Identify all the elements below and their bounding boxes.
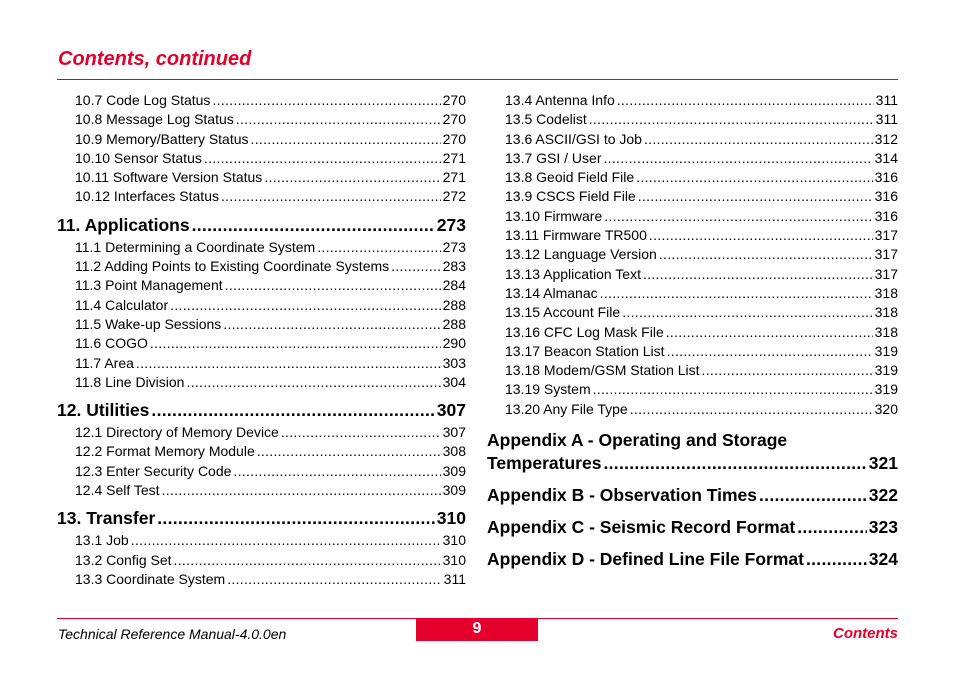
leader-dots: [759, 484, 867, 507]
toc-subsection-entry[interactable]: [487, 245, 898, 264]
toc-appendix-label: Appendix C - Seismic Record Format: [487, 517, 796, 538]
toc-section-entry[interactable]: [57, 213, 466, 238]
toc-page-number: 322: [868, 485, 898, 506]
toc-subsection-entry[interactable]: [487, 284, 898, 303]
toc-entry-label: 10.12 Interfaces Status: [75, 188, 219, 205]
toc-entry-label: 13.19 System: [505, 381, 591, 398]
leader-dots: [649, 226, 873, 245]
toc-subsection-entry[interactable]: [57, 168, 466, 187]
leader-dots: [236, 110, 441, 129]
toc-section-entry[interactable]: [57, 506, 466, 531]
toc-entry-label: 12.1 Directory of Memory Device: [75, 424, 279, 441]
toc-entry-label: 11.1 Determining a Coordinate System: [75, 238, 316, 255]
toc-left-column: [57, 91, 466, 589]
toc-page-number: 303: [442, 354, 466, 371]
toc-right-column: [487, 91, 898, 571]
leader-dots: [251, 130, 441, 149]
leader-dots: [603, 452, 866, 475]
toc-entry-label: 13.7 GSI / User: [505, 149, 602, 166]
toc-page-number: 319: [874, 342, 898, 359]
toc-page-number: 317: [874, 265, 898, 282]
toc-subsection-entry[interactable]: [487, 265, 898, 284]
toc-subsection-list: [487, 91, 898, 419]
toc-subsection-entry[interactable]: [57, 276, 466, 295]
toc-page-number: 310: [442, 551, 466, 568]
toc-page-number: 270: [442, 92, 466, 108]
toc-page-number: 316: [874, 188, 898, 205]
leader-dots: [170, 296, 441, 315]
toc-entry-label: 13.9 CSCS Field File: [505, 188, 636, 205]
toc-page-number: 311: [875, 111, 898, 128]
toc-subsection-entry[interactable]: [487, 168, 898, 187]
toc-entry-label: 11. Applications: [57, 214, 190, 235]
toc-entry-label: 13. Transfer: [57, 508, 156, 529]
toc-appendix-label: Appendix D - Defined Line File Format: [487, 549, 804, 570]
footer-manual-title: Technical Reference Manual-4.0.0en: [58, 626, 287, 642]
toc-entry-label: 13.8 Geoid Field File: [505, 169, 635, 186]
toc-entry-label: 11.3 Point Management: [75, 277, 223, 294]
toc-page-number: 320: [874, 400, 898, 417]
toc-entry-label: 10.8 Message Log Status: [75, 111, 234, 128]
toc-entry-label: 13.18 Modem/GSM Station List: [505, 362, 700, 379]
toc-subsection-entry[interactable]: [57, 570, 466, 589]
leader-dots: [617, 91, 874, 110]
toc-page-number: 283: [442, 258, 466, 275]
toc-entry-label: 13.17 Beacon Station List: [505, 342, 665, 359]
toc-page-number: 318: [874, 304, 898, 321]
leader-dots: [667, 342, 873, 361]
toc-subsection-entry[interactable]: [57, 149, 466, 168]
toc-entry-label: 12. Utilities: [57, 400, 150, 421]
toc-subsection-entry[interactable]: [487, 207, 898, 226]
toc-page-number: 321: [868, 453, 898, 474]
toc-entry-label: 11.5 Wake-up Sessions: [75, 315, 222, 332]
toc-page-number: 270: [442, 111, 466, 128]
toc-appendix-c[interactable]: [487, 516, 898, 539]
toc-page-number: 310: [436, 508, 466, 529]
toc-entry-label: 12.3 Enter Security Code: [75, 462, 232, 479]
toc-subsection-entry[interactable]: [487, 342, 898, 361]
toc-page-number: 270: [442, 130, 466, 147]
toc-entry-label: 13.2 Config Set: [75, 551, 172, 568]
toc-page-number: 316: [874, 169, 898, 186]
toc-page-number: 284: [442, 277, 466, 294]
toc-appendix-label: Appendix B - Observation Times: [487, 485, 758, 506]
toc-page-number: 309: [442, 482, 466, 499]
toc-entry-label: 11.6 COGO: [75, 335, 148, 352]
toc-page-number: 319: [874, 381, 898, 398]
footer-section-name: Contents: [833, 625, 898, 642]
leader-dots: [630, 400, 873, 419]
toc-subsection-entry[interactable]: [487, 110, 898, 129]
leader-dots: [797, 516, 867, 539]
toc-subsection-entry[interactable]: [57, 296, 466, 315]
toc-page-number: 312: [874, 130, 898, 147]
leader-dots: [666, 323, 873, 342]
toc-page-number: 304: [442, 373, 466, 390]
toc-entry-label: 11.2 Adding Points to Existing Coordinate Systems: [75, 258, 390, 275]
toc-subsection-entry[interactable]: [57, 373, 466, 392]
leader-dots: [391, 257, 441, 276]
leader-dots: [644, 130, 873, 149]
leader-dots: [221, 187, 441, 206]
toc-page-number: 311: [875, 92, 898, 108]
toc-entry-label: 13.6 ASCII/GSI to Job: [505, 130, 642, 147]
toc-subsection-entry[interactable]: [57, 423, 466, 442]
toc-entry-label: 13.16 CFC Log Mask File: [505, 323, 664, 340]
leader-dots: [604, 207, 872, 226]
toc-entry-label: 12.4 Self Test: [75, 482, 160, 499]
toc-subsection-entry[interactable]: [57, 91, 466, 110]
toc-subsection-entry[interactable]: [487, 380, 898, 399]
toc-entry-label: 13.14 Almanac: [505, 284, 598, 301]
toc-appendix-d[interactable]: [487, 548, 898, 571]
toc-entry-label: 13.20 Any File Type: [505, 400, 628, 417]
toc-entry-label: 10.11 Software Version Status: [75, 169, 263, 186]
toc-subsection-entry[interactable]: [57, 187, 466, 206]
toc-subsection-entry[interactable]: [57, 481, 466, 500]
toc-entry-label: 13.15 Account File: [505, 304, 621, 321]
toc-appendix-a-title[interactable]: [487, 429, 898, 452]
leader-dots: [212, 91, 440, 110]
toc-page-number: 324: [868, 549, 898, 570]
toc-entry-label: 13.5 Codelist: [505, 111, 587, 128]
toc-subsection-entry[interactable]: [57, 442, 466, 461]
toc-page-number: 316: [874, 207, 898, 224]
leader-dots: [806, 548, 867, 571]
leader-dots: [593, 380, 873, 399]
leader-dots: [643, 265, 873, 284]
toc-page-number: 311: [443, 570, 466, 587]
leader-dots: [192, 213, 435, 238]
toc-page-number: 271: [442, 149, 466, 166]
toc-appendix-a-label-line1: Appendix A - Operating and Storage: [487, 430, 788, 451]
leader-dots: [186, 373, 440, 392]
leader-dots: [622, 303, 872, 322]
toc-page-number: 272: [442, 188, 466, 205]
toc-subsection-entry[interactable]: [57, 110, 466, 129]
toc-subsection-entry[interactable]: [487, 91, 898, 110]
toc-subsection-entry[interactable]: [487, 187, 898, 206]
toc-entry-label: 10.7 Code Log Status: [75, 92, 211, 108]
leader-dots: [227, 570, 441, 589]
toc-page-number: 323: [868, 517, 898, 538]
toc-page-number: 288: [442, 296, 466, 313]
toc-entry-label: 13.11 Firmware TR500: [505, 227, 647, 244]
toc-entry-label: 11.4 Calculator: [75, 296, 169, 313]
toc-subsection-entry[interactable]: [487, 323, 898, 342]
toc-page-number: 273: [436, 214, 466, 235]
toc-entry-label: 13.13 Application Text: [505, 265, 641, 282]
toc-subsection-entry[interactable]: [487, 149, 898, 168]
leader-dots: [702, 361, 873, 380]
leader-dots: [600, 284, 873, 303]
toc-subsection-entry[interactable]: [57, 315, 466, 334]
toc-entry-label: 12.2 Format Memory Module: [75, 443, 255, 460]
toc-entry-label: 11.8 Line Division: [75, 373, 185, 390]
toc-page-number: 288: [442, 315, 466, 332]
toc-page-number: 314: [874, 149, 898, 166]
toc-subsection-entry[interactable]: [57, 130, 466, 149]
toc-page-number: 310: [442, 532, 466, 549]
toc-entry-label: 13.10 Firmware: [505, 207, 603, 224]
toc-page-number: 290: [442, 335, 466, 352]
leader-dots: [131, 531, 441, 550]
leader-dots: [659, 245, 873, 264]
page-title: Contents, continued: [58, 48, 252, 70]
leader-dots: [151, 398, 434, 423]
toc-page-number: 319: [874, 362, 898, 379]
toc-subsection-entry[interactable]: [57, 257, 466, 276]
leader-dots: [174, 551, 441, 570]
toc-page-number: 307: [436, 400, 466, 421]
toc-page-number: 308: [442, 443, 466, 460]
toc-subsection-entry[interactable]: [57, 238, 466, 257]
leader-dots: [589, 110, 874, 129]
toc-subsection-entry[interactable]: [487, 130, 898, 149]
toc-subsection-entry[interactable]: [487, 361, 898, 380]
toc-page-number: 307: [442, 424, 466, 441]
leader-dots: [638, 187, 873, 206]
toc-subsection-entry[interactable]: [57, 334, 466, 353]
leader-dots: [225, 276, 441, 295]
toc-page-number: 317: [874, 246, 898, 263]
toc-entry-label: 10.9 Memory/Battery Status: [75, 130, 249, 147]
toc-entry-label: 13.1 Job: [75, 532, 129, 549]
toc-subsection-entry[interactable]: [57, 354, 466, 373]
toc-subsection-entry[interactable]: [57, 462, 466, 481]
leader-dots: [317, 238, 440, 257]
leader-dots: [636, 168, 872, 187]
toc-entry-label: 13.3 Coordinate System: [75, 570, 226, 587]
toc-entry-label: 13.12 Language Version: [505, 246, 657, 263]
toc-page-number: 318: [874, 284, 898, 301]
toc-appendix-a[interactable]: [487, 452, 898, 475]
top-divider: [57, 79, 898, 80]
toc-entry-label: 11.7 Area: [75, 354, 134, 371]
toc-entry-label: 10.10 Sensor Status: [75, 149, 202, 166]
toc-section-entry[interactable]: [57, 398, 466, 423]
toc-page-number: 271: [442, 169, 466, 186]
leader-dots: [233, 462, 440, 481]
leader-dots: [223, 315, 440, 334]
footer-page-number: 9: [416, 619, 538, 641]
leader-dots: [264, 168, 440, 187]
toc-page-number: 317: [874, 227, 898, 244]
toc-entry-label: 13.4 Antenna Info: [505, 92, 615, 108]
toc-appendix-a-label-line2: Temperatures: [487, 453, 602, 474]
toc-page-number: 309: [442, 462, 466, 479]
toc-subsection-entry[interactable]: [487, 400, 898, 419]
leader-dots: [257, 442, 441, 461]
leader-dots: [150, 334, 441, 353]
toc-subsection-entry[interactable]: [487, 226, 898, 245]
leader-dots: [157, 506, 435, 531]
leader-dots: [603, 149, 872, 168]
toc-subsection-entry[interactable]: [487, 303, 898, 322]
toc-subsection-entry[interactable]: [57, 531, 466, 550]
toc-subsection-entry[interactable]: [57, 551, 466, 570]
leader-dots: [281, 423, 441, 442]
leader-dots: [136, 354, 441, 373]
leader-dots: [204, 149, 441, 168]
toc-page-number: 273: [442, 238, 466, 255]
leader-dots: [162, 481, 441, 500]
toc-appendix-b[interactable]: [487, 484, 898, 507]
toc-page-number: 318: [874, 323, 898, 340]
